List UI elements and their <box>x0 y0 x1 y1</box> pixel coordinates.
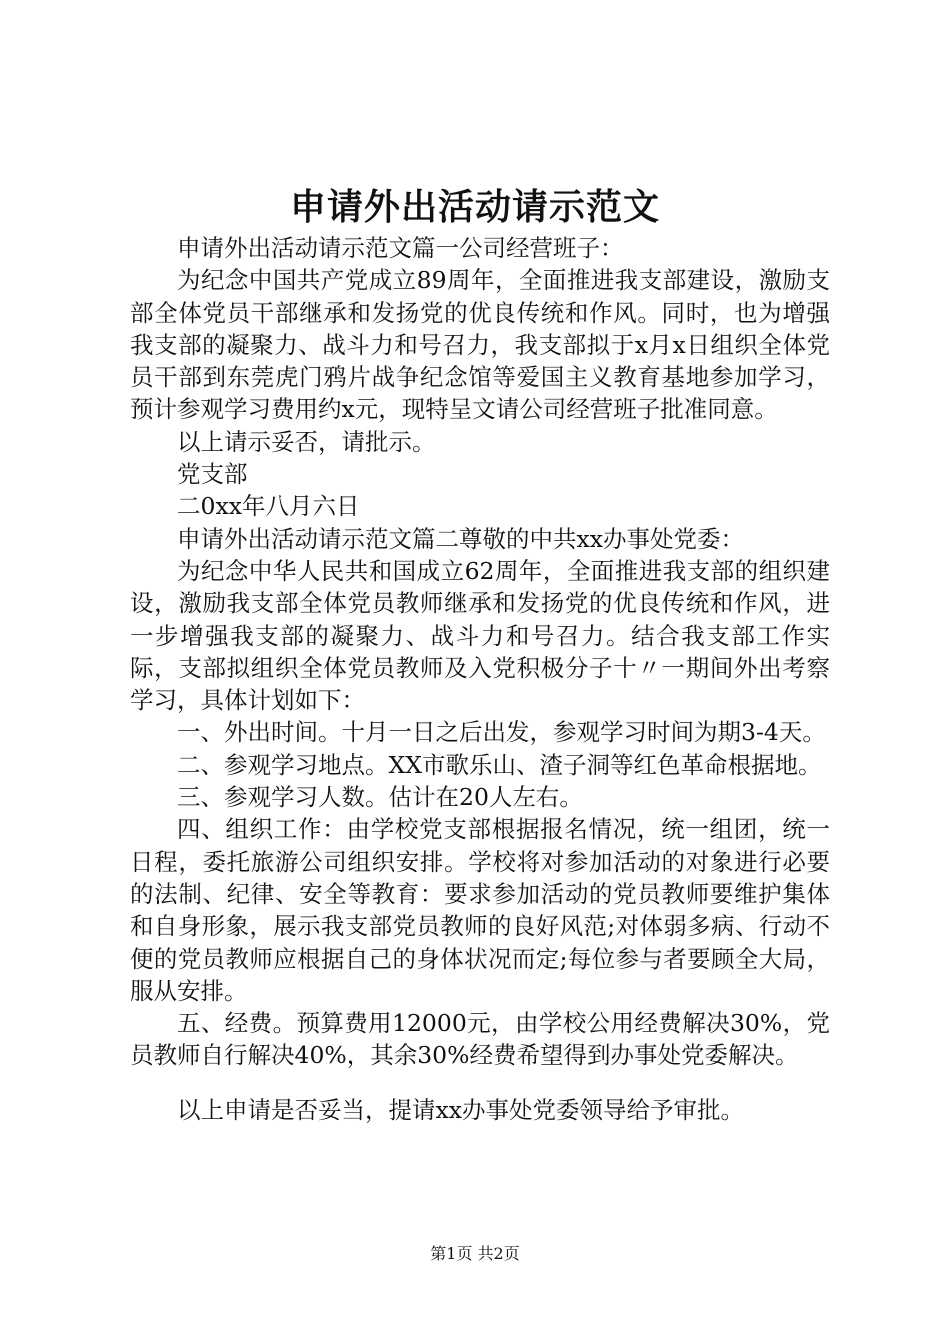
closing-paragraph: 以上申请是否妥当，提请xx办事处党委领导给予审批。 <box>177 1095 745 1124</box>
document-body <box>130 232 830 1126</box>
paragraph: 以上请示妥否，请批示。 <box>177 427 436 456</box>
list-item: 二、参观学习地点。XX市歌乐山、渣子洞等红色革命根据地。 <box>177 750 822 779</box>
signature-line: 党支部 <box>177 460 248 489</box>
list-item: 一、外出时间。十月一日之后出发，参观学习时间为期3-4天。 <box>177 718 826 747</box>
list-item: 三、参观学习人数。估计在20人左右。 <box>177 783 583 812</box>
paragraph: 为纪念中华人民共和国成立62周年，全面推进我支部的组织建设，激励我支部全体党员教师继承和发扬党的优良传统和作风，进一步增强我支部的凝聚力、战斗力和号召力。结合我支部工作实际，支部拟组织全体党员教师及入党积极分子十〃一期间外出考察学习，具体计划如下： <box>130 556 830 715</box>
paragraph: 申请外出活动请示范文篇二尊敬的中共xx办事处党委： <box>177 524 745 553</box>
paragraph: 申请外出活动请示范文篇一公司经营班子： <box>177 234 624 262</box>
list-item: 五、经费。预算费用12000元，由学校公用经费解决30%，党员教师自行解决40%，其余30%经费希望得到办事处党委解决。 <box>130 1009 830 1070</box>
paragraph: 为纪念中国共产党成立89周年，全面推进我支部建设，激励支部全体党员干部继承和发扬党的优良传统和作风。同时，也为增强我支部的凝聚力、战斗力和号召力，我支部拟于x月x日组织全体党员干部到东莞虎门鸦片战争纪念馆等爱国主义教育基地参加学习，预计参观学习费用约x元，现特呈文请公司经营班子批准同意。 <box>130 266 830 424</box>
page-title: 申请外出活动请示范文 <box>289 187 660 228</box>
list-item: 四、组织工作：由学校党支部根据报名情况，统一组团，统一日程，委托旅游公司组织安排。学校将对参加活动的对象进行必要的法制、纪律、安全等教育：要求参加活动的党员教师要维护集体和自身形象，展示我支部党员教师的良好风范;对体弱多病、行动不便的党员教师应根据自己的身体状况而定;每位参与者要顾全大局，服从安排。 <box>130 815 830 1005</box>
date-line: 二0xx年八月六日 <box>177 492 360 521</box>
page-number: 第1页 共2页 <box>430 1244 520 1263</box>
